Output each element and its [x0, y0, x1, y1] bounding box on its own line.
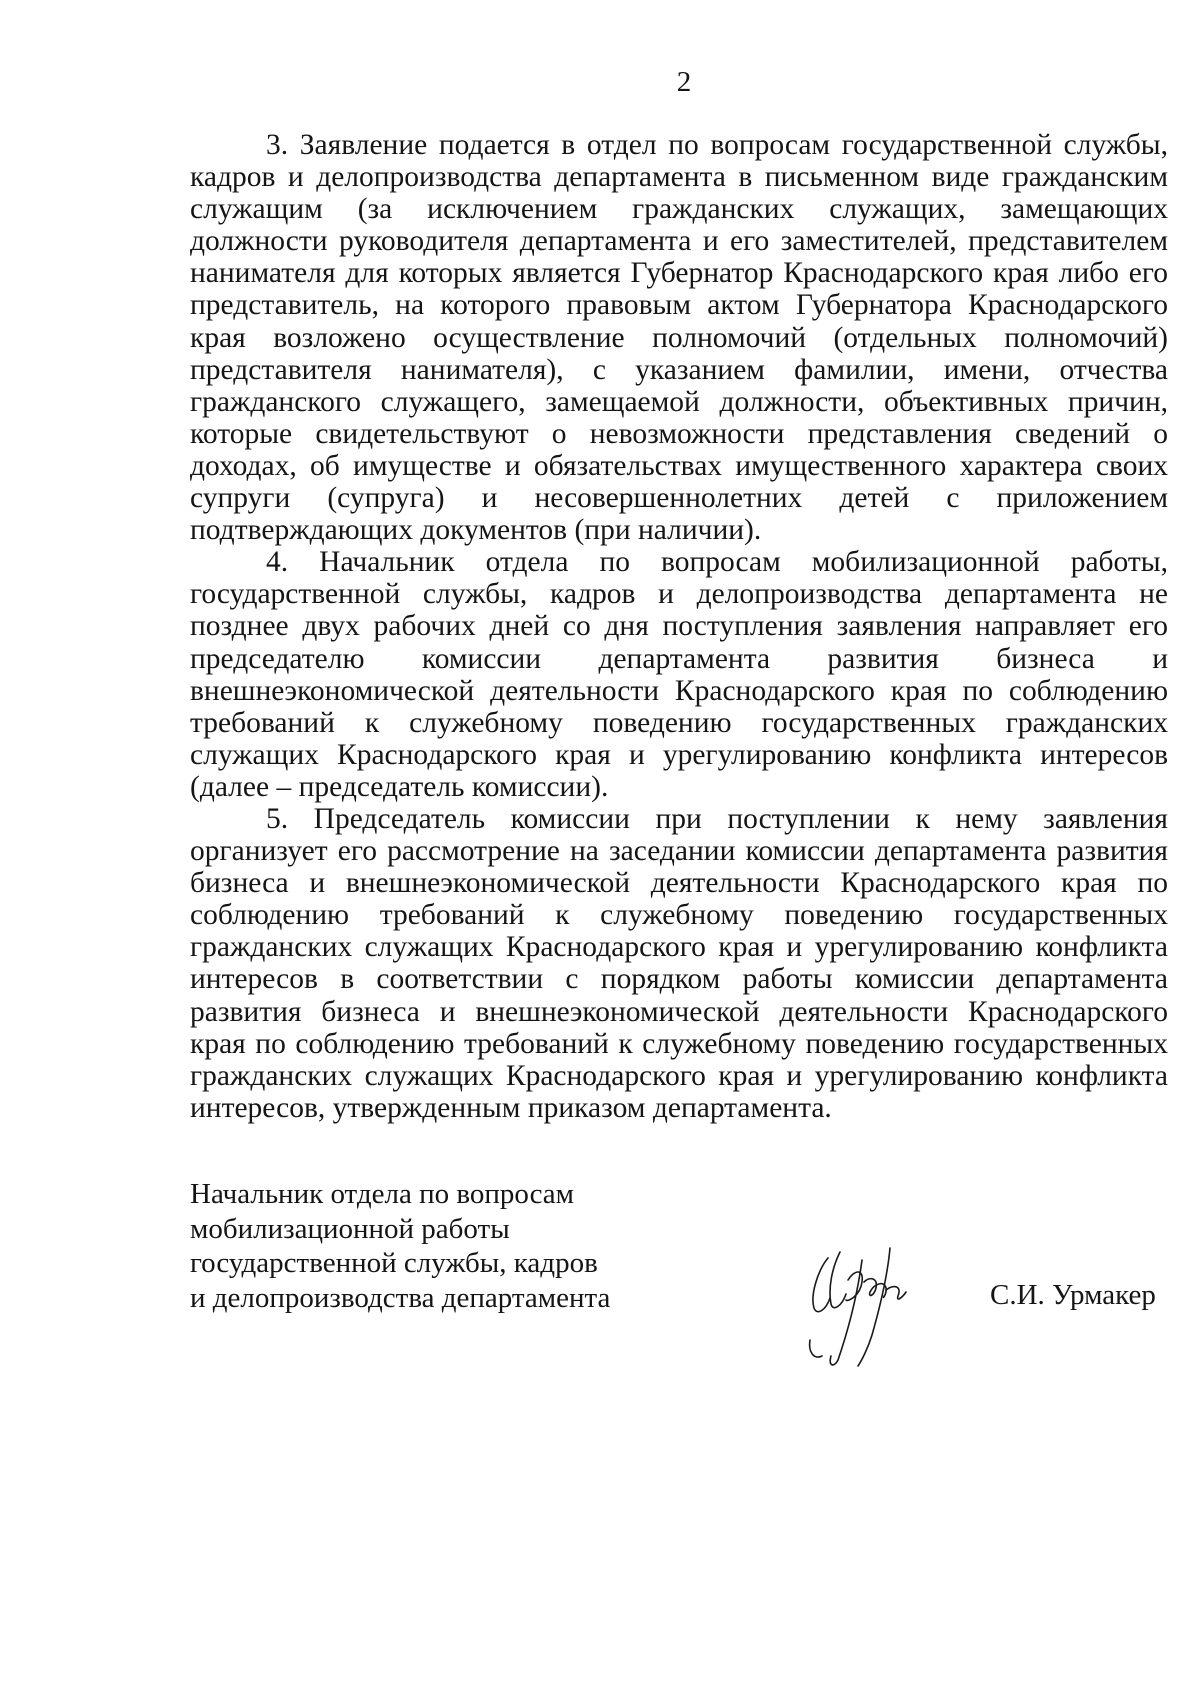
paragraph-5: 5. Председатель комиссии при поступлении к нему заявления организует его рассмотрение на заседании комиссии департамента развития бизнеса и внешнеэкономической деятельности Краснодарского края по соблюдению требований к служебному поведению государственных гражданских служащих Краснодарского края и урегулированию конфликта интересов в соответствии с порядком работы комиссии департамента развития бизнеса и внешнеэкономической деятельности Краснодарского края по соблюдению требований к служебному поведению государственных гражданских служащих Краснодарского края и урегулированию конфликта интересов, утвержденным приказом департамента.: [190, 802, 1168, 1124]
signatory-title-line: государственной службы, кадров: [190, 1247, 598, 1279]
signatory-title-line: Начальник отдела по вопросам: [190, 1178, 575, 1210]
page-number: 2: [676, 66, 692, 98]
signatory-title: [190, 1177, 750, 1315]
signature-block: [190, 1177, 1180, 1377]
signatory-name: С.И. Урмакер: [990, 1279, 1156, 1311]
document-body: [190, 129, 1168, 1124]
signatory-title-line: и делопроизводства департамента: [190, 1281, 611, 1314]
signatory-title-line: мобилизационной работы: [190, 1212, 510, 1245]
paragraph-4: 4. Начальник отдела по вопросам мобилизационной работы, государственной службы, кадров и делопроизводства департамента не позднее двух рабочих дней со дня поступления заявления направляет его председателю комиссии департамента развития бизнеса и внешнеэкономической деятельности Краснодарского края по соблюдению требований к служебному поведению государственных гражданских служащих Краснодарского края и урегулированию конфликта интересов (далее – председатель комиссии).: [190, 546, 1168, 803]
handwritten-signature-icon: [798, 1240, 918, 1370]
paragraph-3: 3. Заявление подается в отдел по вопросам государственной службы, кадров и делопроизводства департамента в письменном виде гражданским служащим (за исключением гражданских служащих, замещающих должности руководителя департамента и его заместителей, представителем нанимателя для которых является Губернатор Краснодарского края либо его представитель, на которого правовым актом Губернатора Краснодарского края возложено осуществление полномочий (отдельных полномочий) представителя нанимателя), с указанием фамилии, имени, отчества гражданского служащего, замещаемой должности, объективных причин, которые свидетельствуют о невозможности представления сведений о доходах, об имуществе и обязательствах имущественного характера своих супруги (супруга) и несовершеннолетних детей с приложением подтверждающих документов (при наличии).: [190, 129, 1168, 547]
